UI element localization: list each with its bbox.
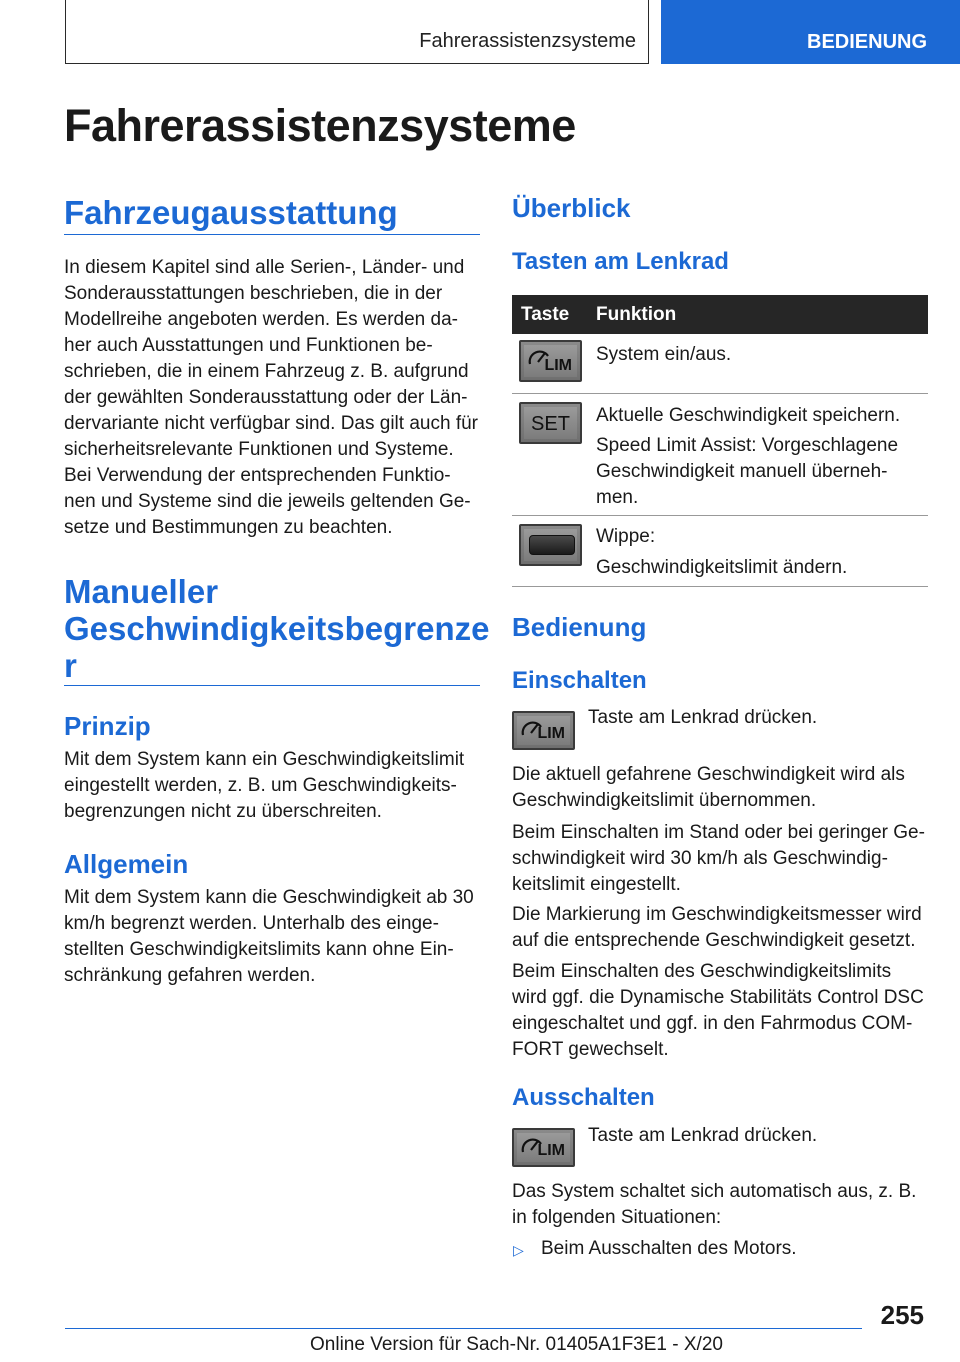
table-cell-funktion: Wippe: [596,526,656,547]
subsection-title-einschalten: Einschalten [512,667,647,694]
section-title-fahrzeugausstattung: Fahrzeugausstattung [64,194,398,231]
table-cell-funktion: Geschwindigkeitslimit ändern. [596,557,848,578]
instruction-ausschalten: Taste am Lenkrad drücken. [588,1125,818,1146]
instruction-einschalten: Taste am Lenkrad drücken. [588,707,818,728]
page-number: 255 [880,1300,924,1330]
paragraph-ausschalten-1: Das System schaltet sich automatisch aus, z. B. in folgenden Situationen: [512,1181,917,1228]
section-divider [64,234,480,235]
lim-key-icon [512,1128,575,1167]
paragraph-einschalten-3: Die Markierung im Geschwindigkeitsmesser wird auf die entsprechende Geschwindigkeit gesetzt. [512,904,922,951]
paragraph-einschalten-4: Beim Einschalten des Geschwindigkeitslimits wird ggf. die Dynamische Stabilitäts Control DSC eingeschaltet und ggf. in den Fahrmodus COM-FORT gewechselt. [512,961,924,1060]
set-key-icon [519,402,582,444]
header-section-box [65,0,649,64]
lim-key-label: LIM [537,1142,565,1159]
section-title-line: r [64,647,77,684]
bullet-triangle-icon: ▷ [513,1242,524,1258]
set-key-label: SET [531,413,570,435]
page-title: Fahrerassistenzsysteme [64,100,576,151]
lim-key-label: LIM [537,725,565,742]
footer-divider [65,1328,862,1329]
header-section-title: Fahrerassistenzsysteme [419,30,636,52]
lim-key-icon [519,340,582,382]
section-title-line: Geschwindigkeitsbegrenze [64,610,490,647]
table-header [512,295,928,334]
table-cell-funktion: Aktuelle Geschwindigkeit speichern. [596,405,901,426]
paragraph-einschalten-2: Beim Einschalten im Stand oder bei geringer Ge-schwindigkeit wird 30 km/h als Geschwindig-keitslimit eingestellt. [512,822,925,895]
section-title-line: Manueller [64,573,219,610]
subsection-title-prinzip: Prinzip [64,711,151,741]
paragraph-fahrzeugausstattung: In diesem Kapitel sind alle Serien-, Länder- und Sonderausstattungen beschrieben, die in der Modellreihe angeboten werden. Es werden da-her auch Ausstattungen und Funktionen be-schrieben, die in einem Fahrzeug z. B. aufgrund der gewählten Sonderausstattung oder der Län-dervariante nicht verfügbar sind. Das gilt auch für sicherheitsrelevante Funktionen und Systeme. Bei Verwendung der entsprechenden Funktio-nen und Systeme sind die jeweils geltenden Ge-setze und Bestimmungen zu beachten. [64,257,478,538]
table-cell-funktion: Speed Limit Assist: Vorgeschlagene Geschwindigkeit manuell überneh-men. [596,435,899,508]
paragraph-allgemein: Mit dem System kann die Geschwindigkeit ab 30 km/h begrenzt werden. Unterhalb des einge-stellten Geschwindigkeitslimits kann ohne Ein-schränkung gefahren werden. [64,887,474,986]
lim-key-icon [512,711,575,750]
table-header-taste: Taste [521,304,570,325]
table-cell-funktion: System ein/aus. [596,344,732,365]
footer-text: Online Version für Sach-Nr. 01405A1F3E1 - X/20 [310,1334,723,1355]
lim-key-label: LIM [544,357,572,374]
table-row-divider [512,586,928,587]
header-chapter-tab [661,0,960,64]
paragraph-einschalten-1: Die aktuell gefahrene Geschwindigkeit wird als Geschwindigkeitslimit übernommen. [512,764,905,811]
header-chapter-title: BEDIENUNG [807,31,928,53]
list-item: Beim Ausschalten des Motors. [541,1238,797,1259]
section-title-ueberblick: Überblick [512,193,631,223]
section-title-bedienung: Bedienung [512,612,647,642]
subsection-title-allgemein: Allgemein [64,849,189,879]
table-row-divider [512,393,928,394]
section-title-manueller-geschwindigkeitsbegrenzer [64,573,490,684]
paragraph-prinzip: Mit dem System kann ein Geschwindigkeitslimit eingestellt werden, z. B. um Geschwindigkeits-begrenzungen nicht zu überschreiten. [64,749,465,822]
subsection-title-ausschalten: Ausschalten [512,1084,655,1111]
table-header-funktion: Funktion [596,304,677,325]
rocker-switch-icon [519,524,582,566]
subsection-title-tasten-am-lenkrad: Tasten am Lenkrad [512,248,729,275]
table-row-divider [512,515,928,516]
section-divider [64,685,480,686]
